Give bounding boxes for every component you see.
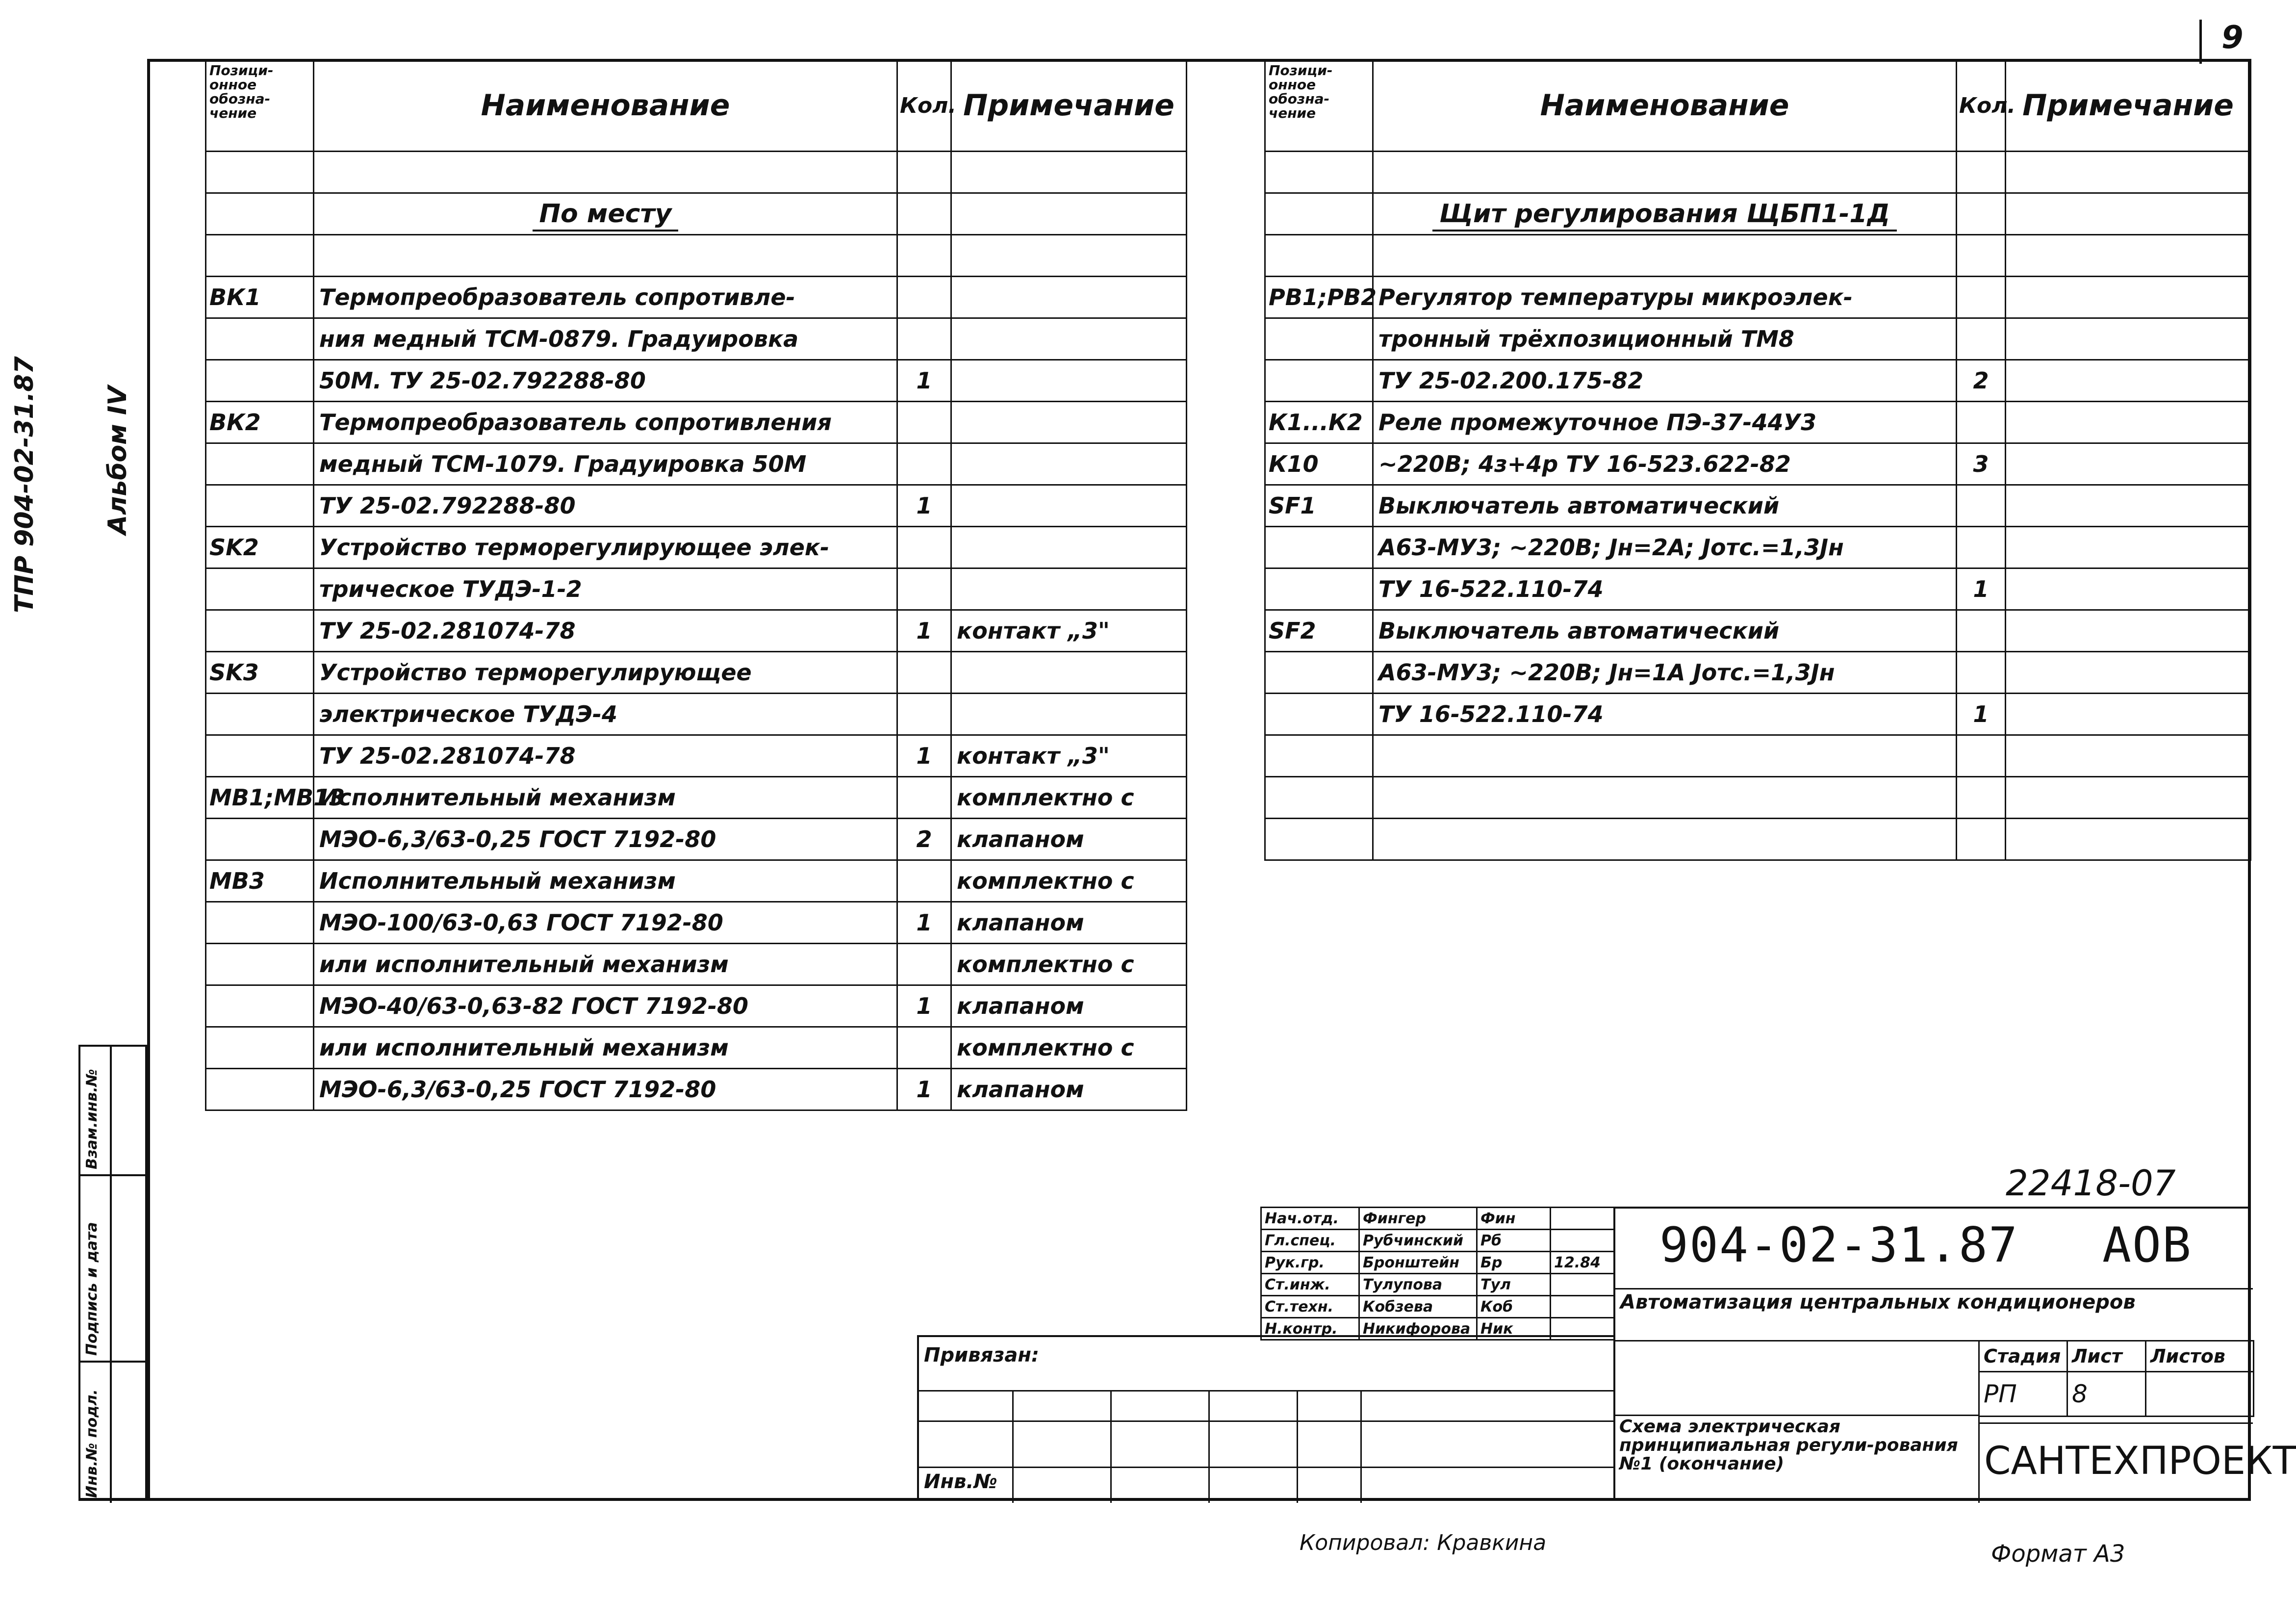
stage-value: РП [1979, 1372, 2067, 1417]
signer-row [1261, 1296, 1614, 1318]
position-cell [206, 1027, 314, 1069]
qty-cell [897, 193, 951, 235]
binding-col-line-2 [1110, 1390, 1112, 1503]
sheet-label: Лист [2067, 1341, 2146, 1372]
note-cell [2006, 193, 2251, 235]
qty-cell [897, 152, 951, 193]
signatures-table [1260, 1207, 1615, 1341]
spec-row [206, 902, 1187, 944]
signer-row [1261, 1274, 1614, 1296]
qty-cell: 1 [897, 985, 951, 1027]
position-cell: МВ1;МВ13 [206, 777, 314, 819]
signer-row [1261, 1230, 1614, 1252]
note-cell [2006, 318, 2251, 360]
signer-role: Гл.спец. [1261, 1230, 1359, 1252]
position-cell [206, 694, 314, 735]
signer-signature: Фин [1477, 1208, 1551, 1230]
name-cell [1373, 193, 1957, 235]
position-cell [1265, 152, 1373, 193]
drawing-code [1659, 1217, 2192, 1273]
position-cell [206, 235, 314, 277]
position-cell: SK2 [206, 527, 314, 568]
qty-cell [897, 402, 951, 443]
position-cell: РВ1;РВ2 [1265, 277, 1373, 318]
spec-row [206, 652, 1187, 694]
name-cell: или исполнительный механизм [314, 1027, 897, 1069]
name-cell [1373, 735, 1957, 777]
spec-row [206, 777, 1187, 819]
note-cell: клапаном [951, 985, 1187, 1027]
spec-row [206, 527, 1187, 568]
note-cell [951, 443, 1187, 485]
qty-cell: 1 [897, 610, 951, 652]
position-cell [206, 443, 314, 485]
spec-row [206, 443, 1187, 485]
name-cell: 50М. ТУ 25-02.792288-80 [314, 360, 897, 402]
name-cell: ~220В; 4з+4р ТУ 16-523.622-82 [1373, 443, 1957, 485]
left-spec-table [205, 59, 1187, 1111]
note-cell [2006, 485, 2251, 527]
side-stamp-row-line-2 [80, 1361, 149, 1363]
spec-row [1265, 610, 2251, 652]
name-cell: Регулятор температуры микроэлек- [1373, 277, 1957, 318]
spec-row [1265, 652, 2251, 694]
qty-cell [1957, 193, 2006, 235]
position-cell [1265, 652, 1373, 694]
spec-row [206, 318, 1187, 360]
qty-cell: 1 [897, 485, 951, 527]
name-cell: Исполнительный механизм [314, 860, 897, 902]
qty-cell [897, 277, 951, 318]
position-cell [206, 318, 314, 360]
position-cell: SK3 [206, 652, 314, 694]
position-cell [206, 610, 314, 652]
signer-name: Кобзева [1359, 1296, 1477, 1318]
qty-cell [1957, 777, 2006, 819]
binding-row-line-1 [919, 1390, 1615, 1392]
name-cell: МЭО-6,3/63-0,25 ГОСТ 7192-80 [314, 1069, 897, 1110]
signer-row [1261, 1252, 1614, 1274]
position-cell [1265, 568, 1373, 610]
position-cell [1265, 193, 1373, 235]
spec-row [206, 985, 1187, 1027]
position-cell [1265, 694, 1373, 735]
qty-cell [897, 527, 951, 568]
right-spec-table [1264, 59, 2251, 861]
name-cell [1373, 152, 1957, 193]
sheet-number: 9 [2221, 20, 2244, 56]
signer-date [1551, 1296, 1614, 1318]
qty-cell [1957, 152, 2006, 193]
spec-row [206, 610, 1187, 652]
signer-name: Фингер [1359, 1208, 1477, 1230]
signer-role: Ст.техн. [1261, 1296, 1359, 1318]
name-cell: Термопреобразователь сопротивления [314, 402, 897, 443]
position-cell: К10 [1265, 443, 1373, 485]
qty-cell [897, 568, 951, 610]
spec-row [1265, 819, 2251, 860]
spec-row [206, 1069, 1187, 1110]
name-cell: А63-МУ3; ~220В; Jн=2А; Jотс.=1,3Jн [1373, 527, 1957, 568]
name-cell: трическое ТУДЭ-1-2 [314, 568, 897, 610]
side-stamp-col-line [110, 1047, 112, 1503]
note-cell [951, 152, 1187, 193]
signer-row [1261, 1318, 1614, 1340]
signer-name: Никифорова [1359, 1318, 1477, 1340]
qty-cell: 1 [1957, 694, 2006, 735]
name-cell: Устройство терморегулирующее [314, 652, 897, 694]
qty-cell: 1 [897, 902, 951, 944]
qty-cell [897, 652, 951, 694]
name-cell: МЭО-100/63-0,63 ГОСТ 7192-80 [314, 902, 897, 944]
note-cell [2006, 777, 2251, 819]
side-stamp-inv: Инв.№ подл. [83, 1389, 101, 1498]
note-cell [2006, 235, 2251, 277]
stamp-line-3 [1615, 1415, 1978, 1416]
left-header-position: Позици-онное обозна-чение [206, 60, 314, 152]
right-header-qty: Кол. [1957, 60, 2006, 152]
stamp-line-1 [1615, 1288, 2253, 1290]
sheet-value: 8 [2067, 1372, 2146, 1417]
copied-by: Копировал: Кравкина [1300, 1530, 1547, 1555]
name-cell: МЭО-6,3/63-0,25 ГОСТ 7192-80 [314, 819, 897, 860]
signer-role: Н.контр. [1261, 1318, 1359, 1340]
spec-row [1265, 568, 2251, 610]
frame-left [147, 59, 150, 1501]
name-cell: А63-МУ3; ~220В; Jн=1А Jотс.=1,3Jн [1373, 652, 1957, 694]
side-doc-label: ТПР 904-02-31.87 [10, 356, 39, 613]
note-cell [951, 694, 1187, 735]
qty-cell [1957, 485, 2006, 527]
right-header-note: Примечание [2006, 60, 2251, 152]
name-cell: Выключатель автоматический [1373, 610, 1957, 652]
position-cell [206, 735, 314, 777]
note-cell: комплектно с [951, 860, 1187, 902]
signer-date [1551, 1274, 1614, 1296]
position-cell [206, 1069, 314, 1110]
signer-role: Ст.инж. [1261, 1274, 1359, 1296]
signer-date [1551, 1208, 1614, 1230]
qty-cell [1957, 277, 2006, 318]
qty-cell [897, 860, 951, 902]
position-cell [206, 485, 314, 527]
binding-block [917, 1335, 1613, 1501]
note-cell [951, 402, 1187, 443]
position-cell [206, 819, 314, 860]
position-cell [1265, 527, 1373, 568]
position-cell: К1...К2 [1265, 402, 1373, 443]
left-header-qty: Кол. [897, 60, 951, 152]
note-cell [951, 277, 1187, 318]
note-cell [2006, 152, 2251, 193]
spec-row [1265, 443, 2251, 485]
position-cell [206, 902, 314, 944]
signer-date: 12.84 [1551, 1252, 1614, 1274]
position-cell [1265, 360, 1373, 402]
spec-row [206, 360, 1187, 402]
note-cell: клапаном [951, 902, 1187, 944]
note-cell [951, 360, 1187, 402]
note-cell [2006, 443, 2251, 485]
binding-col-line-4 [1297, 1390, 1298, 1503]
order-number: 22418-07 [2006, 1162, 2176, 1204]
left-header-note: Примечание [951, 60, 1187, 152]
binding-row-line-3 [919, 1467, 1615, 1468]
qty-cell [897, 1027, 951, 1069]
note-cell [2006, 527, 2251, 568]
qty-cell [1957, 610, 2006, 652]
qty-cell: 2 [897, 819, 951, 860]
spec-row [1265, 193, 2251, 235]
left-header-name: Наименование [314, 60, 897, 152]
spec-row [1265, 277, 2251, 318]
name-cell: ТУ 16-522.110-74 [1373, 694, 1957, 735]
sheet-title: Схема электрическая принципиальная регули-рования №1 (окончание) [1619, 1417, 1958, 1474]
inv-number-label: Инв.№ [924, 1470, 997, 1493]
note-cell [2006, 360, 2251, 402]
position-cell: ВК1 [206, 277, 314, 318]
name-cell [1373, 235, 1957, 277]
right-header-position: Позици-онное обозна-чение [1265, 60, 1373, 152]
spec-row [206, 819, 1187, 860]
qty-cell [1957, 402, 2006, 443]
spec-row [206, 402, 1187, 443]
position-cell: SF2 [1265, 610, 1373, 652]
name-cell: Исполнительный механизм [314, 777, 897, 819]
qty-cell: 1 [1957, 568, 2006, 610]
name-cell: Устройство терморегулирующее элек- [314, 527, 897, 568]
right-header-name: Наименование [1373, 60, 1957, 152]
note-cell [951, 318, 1187, 360]
binding-col-line-5 [1360, 1390, 1362, 1503]
project-title: Автоматизация центральных кондиционеров [1620, 1291, 2136, 1314]
side-album-label: Альбом IV [103, 386, 132, 535]
drawing-mark: АОВ [2102, 1217, 2193, 1273]
spec-row [206, 485, 1187, 527]
qty-cell [1957, 235, 2006, 277]
spec-row [1265, 402, 2251, 443]
position-cell [206, 944, 314, 985]
spec-row [1265, 777, 2251, 819]
position-cell: МВ3 [206, 860, 314, 902]
note-cell: комплектно с [951, 777, 1187, 819]
qty-cell: 2 [1957, 360, 2006, 402]
note-cell [2006, 402, 2251, 443]
name-cell: ТУ 25-02.792288-80 [314, 485, 897, 527]
note-cell [2006, 735, 2251, 777]
sheets-value [2146, 1372, 2254, 1417]
position-cell [1265, 777, 1373, 819]
position-cell [1265, 318, 1373, 360]
note-cell [951, 652, 1187, 694]
spec-row [206, 235, 1187, 277]
binding-col-line-3 [1208, 1390, 1210, 1503]
qty-cell [897, 443, 951, 485]
signer-name: Рубчинский [1359, 1230, 1477, 1252]
note-cell [2006, 568, 2251, 610]
note-cell [951, 527, 1187, 568]
qty-cell [1957, 318, 2006, 360]
spec-row [206, 152, 1187, 193]
side-stamp [78, 1045, 147, 1501]
note-cell: клапаном [951, 819, 1187, 860]
side-stamp-replace: Взам.инв.№ [83, 1069, 101, 1169]
binding-label: Привязан: [924, 1344, 1039, 1367]
spec-row [206, 277, 1187, 318]
note-cell [2006, 277, 2251, 318]
note-cell [2006, 652, 2251, 694]
sheets-label: Листов [2146, 1341, 2254, 1372]
position-cell [1265, 735, 1373, 777]
spec-row [206, 568, 1187, 610]
position-cell [1265, 819, 1373, 860]
drawing-code-number: 904-02-31.87 [1659, 1217, 2019, 1273]
qty-cell [897, 318, 951, 360]
side-stamp-sign-date: Подпись и дата [83, 1222, 101, 1356]
qty-cell [1957, 652, 2006, 694]
group-heading: По месту [533, 199, 679, 232]
spec-row [1265, 360, 2251, 402]
organization-name: САНТЕХПРОЕКТ [1984, 1439, 2296, 1483]
main-stamp [1613, 1207, 2296, 1501]
note-cell [2006, 610, 2251, 652]
position-cell [206, 985, 314, 1027]
signer-signature: Ник [1477, 1318, 1551, 1340]
stage-table [1978, 1340, 2254, 1417]
signer-name: Бронштейн [1359, 1252, 1477, 1274]
position-cell [206, 193, 314, 235]
binding-row-line-2 [919, 1420, 1615, 1422]
name-cell: тронный трёхпозиционный ТМ8 [1373, 318, 1957, 360]
paper-format: Формат А3 [1991, 1540, 2125, 1568]
name-cell [314, 235, 897, 277]
note-cell: комплектно с [951, 944, 1187, 985]
name-cell: Выключатель автоматический [1373, 485, 1957, 527]
qty-cell [1957, 527, 2006, 568]
name-cell: ния медный ТСМ-0879. Градуировка [314, 318, 897, 360]
note-cell: контакт „3" [951, 610, 1187, 652]
spec-row [1265, 735, 2251, 777]
note-cell: контакт „3" [951, 735, 1187, 777]
qty-cell: 1 [897, 735, 951, 777]
name-cell: медный ТСМ-1079. Градуировка 50М [314, 443, 897, 485]
signer-date [1551, 1230, 1614, 1252]
name-cell: ТУ 16-522.110-74 [1373, 568, 1957, 610]
signer-role: Рук.гр. [1261, 1252, 1359, 1274]
qty-cell: 1 [897, 360, 951, 402]
group-heading: Щит регулирования ЩБП1-1Д [1432, 199, 1897, 232]
spec-row [206, 860, 1187, 902]
spec-row [206, 735, 1187, 777]
qty-cell: 3 [1957, 443, 2006, 485]
name-cell: ТУ 25-02.200.175-82 [1373, 360, 1957, 402]
qty-cell [897, 944, 951, 985]
signer-role: Нач.отд. [1261, 1208, 1359, 1230]
note-cell [951, 485, 1187, 527]
name-cell: Термопреобразователь сопротивле- [314, 277, 897, 318]
qty-cell [897, 777, 951, 819]
spec-row [206, 944, 1187, 985]
spec-row [1265, 485, 2251, 527]
position-cell [206, 152, 314, 193]
signer-date [1551, 1318, 1614, 1340]
name-cell: ТУ 25-02.281074-78 [314, 735, 897, 777]
name-cell: ТУ 25-02.281074-78 [314, 610, 897, 652]
spec-row [206, 193, 1187, 235]
position-cell [206, 568, 314, 610]
signer-signature: Коб [1477, 1296, 1551, 1318]
note-cell [951, 568, 1187, 610]
note-cell: комплектно с [951, 1027, 1187, 1069]
note-cell [951, 193, 1187, 235]
note-cell [951, 235, 1187, 277]
spec-row [1265, 318, 2251, 360]
signer-signature: Тул [1477, 1274, 1551, 1296]
signer-signature: Бр [1477, 1252, 1551, 1274]
qty-cell [897, 694, 951, 735]
qty-cell [897, 235, 951, 277]
position-cell [206, 360, 314, 402]
spec-row [206, 694, 1187, 735]
stage-label: Стадия [1979, 1341, 2067, 1372]
note-cell [2006, 819, 2251, 860]
name-cell [314, 193, 897, 235]
note-cell: клапаном [951, 1069, 1187, 1110]
name-cell: или исполнительный механизм [314, 944, 897, 985]
name-cell: электрическое ТУДЭ-4 [314, 694, 897, 735]
binding-col-line-1 [1012, 1390, 1014, 1503]
name-cell: Реле промежуточное ПЭ-37-44У3 [1373, 402, 1957, 443]
side-stamp-row-line-1 [80, 1174, 149, 1176]
name-cell [1373, 777, 1957, 819]
qty-cell: 1 [897, 1069, 951, 1110]
note-cell [2006, 694, 2251, 735]
name-cell [1373, 819, 1957, 860]
position-cell: ВК2 [206, 402, 314, 443]
name-cell [314, 152, 897, 193]
spec-row [206, 1027, 1187, 1069]
sheet-number-divider [2199, 20, 2202, 64]
position-cell [1265, 235, 1373, 277]
qty-cell [1957, 819, 2006, 860]
stamp-line-4 [1978, 1422, 2253, 1424]
spec-row [1265, 527, 2251, 568]
name-cell: МЭО-40/63-0,63-82 ГОСТ 7192-80 [314, 985, 897, 1027]
spec-row [1265, 235, 2251, 277]
signer-signature: Рб [1477, 1230, 1551, 1252]
spec-row [1265, 152, 2251, 193]
spec-row [1265, 694, 2251, 735]
position-cell: SF1 [1265, 485, 1373, 527]
qty-cell [1957, 735, 2006, 777]
signer-name: Тулупова [1359, 1274, 1477, 1296]
signer-row [1261, 1208, 1614, 1230]
